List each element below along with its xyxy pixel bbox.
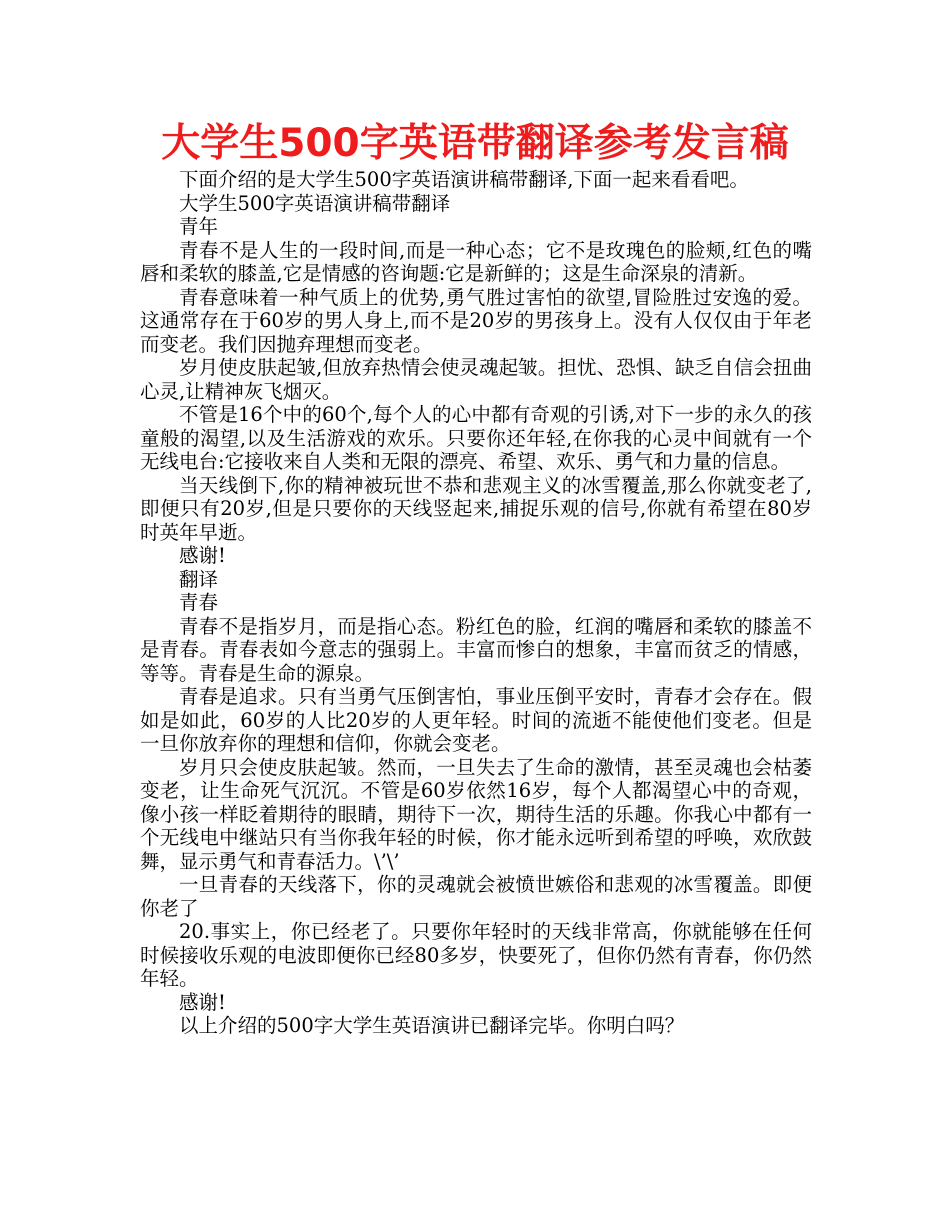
body-paragraph: 青春不是人生的一段时间,而是一种心态；它不是玫瑰色的脸颊,红色的嘴唇和柔软的膝盖,它是情感的咨询题:它是新鲜的；这是生命深泉的清新。 xyxy=(140,238,812,285)
body-paragraph: 感谢! xyxy=(179,990,226,1014)
body-paragraph: 感谢! xyxy=(179,544,226,567)
section-heading: 青春 xyxy=(179,591,219,614)
body-paragraph: 不管是16个中的60个,每个人的心中都有奇观的引诱,对下一步的永久的孩童般的渴望,以及生活游戏的欢乐。只要你还年轻,在你我的心灵中间就有一个无线电台:它接收来自人类和无限的漂亮、希望、欢乐、勇气和力量的信息。 xyxy=(140,403,812,473)
body-paragraph: 青春不是指岁月，而是指心态。粉红色的脸，红润的嘴唇和柔软的膝盖不是青春。青春表如今意志的强弱上。丰富而惨白的想象，丰富而贫乏的情感，等等。青春是生命的源泉。 xyxy=(140,614,812,685)
body-paragraph: 20.事实上，你已经老了。只要你年轻时的天线非常高，你就能够在任何时候接收乐观的电波即便你已经80多岁，快要死了，但你仍然有青春，你仍然年轻。 xyxy=(140,920,812,990)
body-paragraph: 青春意味着一种气质上的优势,勇气胜过害怕的欲望,冒险胜过安逸的爱。这通常存在于60岁的男人身上,而不是20岁的男孩身上。没有人仅仅由于年老而变老。我们因抛弃理想而变老。 xyxy=(140,285,812,356)
body-paragraph: 岁月只会使皮肤起皱。然而，一旦失去了生命的激情，甚至灵魂也会枯萎变老，让生命死气沉沉。不管是60岁依然16岁，每个人都渴望心中的奇观，像小孩一样眨着期待的眼睛，期待下一次，期待生活的乐趣。你我心中都有一个无线电中继站只有当你我年轻的时候，你才能永远听到希望的呼唤，欢欣鼓舞，显示勇气和青春活力。\’\’ xyxy=(140,755,812,873)
body-paragraph: 以上介绍的500字大学生英语演讲已翻译完毕。你明白吗？ xyxy=(179,1014,685,1037)
document-title: 大学生500字英语带翻译参考发言稿 xyxy=(161,121,789,166)
body-paragraph: 一旦青春的天线落下，你的灵魂就会被愤世嫉俗和悲观的冰雪覆盖。即便你老了 xyxy=(140,873,812,920)
section-heading: 大学生500字英语演讲稿带翻译 xyxy=(179,191,451,215)
body-paragraph: 青春是追求。只有当勇气压倒害怕，事业压倒平安时，青春才会存在。假如是如此，60岁的人比20岁的人更年轻。时间的流逝不能使他们变老。但是一旦你放弃你的理想和信仰，你就会变老。 xyxy=(140,685,812,755)
body-paragraph: 当天线倒下,你的精神被玩世不恭和悲观主义的冰雪覆盖,那么你就变老了,即便只有20岁,但是只要你的天线竖起来,捕捉乐观的信号,你就有希望在80岁时英年早逝。 xyxy=(140,473,812,544)
body-paragraph: 岁月使皮肤起皱,但放弃热情会使灵魂起皱。担忧、恐惧、缺乏自信会扭曲心灵,让精神灰飞烟灭。 xyxy=(140,356,812,403)
document-body xyxy=(140,168,812,1038)
section-heading: 翻译 xyxy=(179,567,219,591)
intro-paragraph: 下面介绍的是大学生500字英语演讲稿带翻译,下面一起来看看吧。 xyxy=(179,168,749,191)
section-heading: 青年 xyxy=(179,215,219,238)
